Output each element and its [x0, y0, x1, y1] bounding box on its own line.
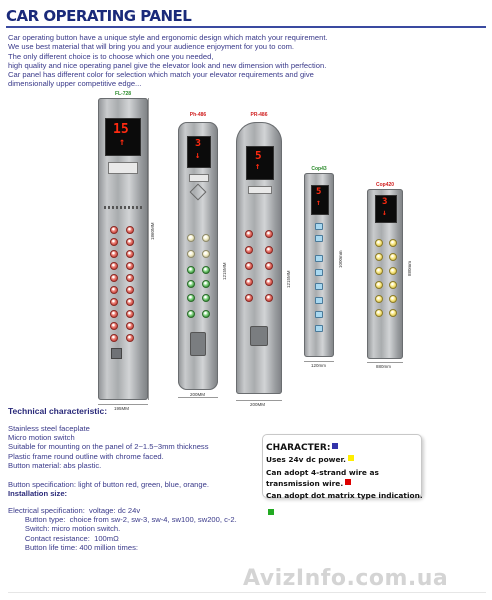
floor-button[interactable]	[375, 267, 383, 275]
floor-button[interactable]	[389, 239, 397, 247]
panel-model-label: FL-728	[114, 91, 132, 97]
intro-text	[8, 33, 348, 89]
red-square-icon	[345, 479, 351, 485]
floor-button[interactable]	[126, 298, 134, 306]
dimension-line	[148, 98, 149, 400]
panel-width-label: 200MM	[190, 392, 206, 397]
technical-heading: Technical characteristic:	[8, 406, 108, 416]
floor-button[interactable]	[202, 234, 210, 242]
floor-button[interactable]	[126, 322, 134, 330]
electrical-specification	[8, 506, 263, 552]
car-panel-pr486	[236, 122, 282, 394]
floor-button[interactable]	[265, 246, 273, 254]
floor-button[interactable]	[202, 294, 210, 302]
technical-list	[8, 424, 263, 470]
floor-button[interactable]	[245, 294, 253, 302]
floor-button[interactable]	[110, 322, 118, 330]
floor-button[interactable]	[126, 262, 134, 270]
floor-button[interactable]	[202, 280, 210, 288]
floor-button[interactable]	[202, 266, 210, 274]
floor-button[interactable]	[265, 262, 273, 270]
installation-heading: Installation size:	[8, 489, 68, 498]
button-grid	[304, 173, 334, 357]
floor-button[interactable]	[315, 297, 323, 304]
electrical-line: Electrical specification: voltage: dc 24v	[8, 506, 141, 515]
intro-line: dimensionally upper competitive edge...	[8, 79, 142, 89]
panel-model-label: Cop420	[375, 182, 395, 188]
floor-button[interactable]	[187, 266, 195, 274]
floor-button[interactable]	[375, 295, 383, 303]
panel-height-label: 1215MM	[222, 262, 227, 280]
page-title: CAR OPERATING PANEL	[6, 7, 192, 25]
car-panel-cop420	[367, 189, 403, 359]
arrow-up-icon: ↑	[255, 162, 261, 172]
floor-button[interactable]	[389, 309, 397, 317]
floor-button[interactable]	[375, 281, 383, 289]
floor-button[interactable]	[375, 309, 383, 317]
phone-slot-icon	[190, 332, 206, 356]
character-line: transmission wire.	[266, 479, 344, 488]
floor-button[interactable]	[187, 234, 195, 242]
floor-button[interactable]	[187, 294, 195, 302]
car-panel-ph486	[178, 122, 218, 390]
floor-button[interactable]	[315, 255, 323, 262]
electrical-line: Contact resistance: 100mΩ	[8, 533, 119, 543]
panel-width-label: 120mm	[311, 363, 327, 368]
dimension-line	[304, 361, 334, 362]
technical-line: Stainless steel faceplate	[8, 424, 90, 433]
floor-button[interactable]	[315, 235, 323, 242]
floor-button[interactable]	[265, 230, 273, 238]
technical-line: Button material: abs plastic.	[8, 460, 102, 470]
arrow-down-icon: ↓	[382, 208, 387, 217]
floor-button[interactable]	[187, 280, 195, 288]
floor-button[interactable]	[110, 262, 118, 270]
floor-button[interactable]	[110, 274, 118, 282]
floor-button[interactable]	[389, 253, 397, 261]
floor-button[interactable]	[315, 283, 323, 290]
yellow-square-icon	[348, 455, 354, 461]
floor-button[interactable]	[389, 295, 397, 303]
blue-square-icon	[332, 443, 338, 449]
intro-line: Car panel has different color for selection which match your elevator requirements and give	[8, 70, 314, 80]
floor-button[interactable]	[110, 250, 118, 258]
floor-button[interactable]	[126, 310, 134, 318]
technical-line: Micro motion switch	[8, 433, 75, 443]
arrow-down-icon: ↓	[195, 151, 201, 161]
character-row	[266, 485, 423, 521]
floor-button[interactable]	[187, 250, 195, 258]
character-line: Can adopt dot matrix type indication.	[266, 491, 423, 500]
floor-number: 3	[195, 138, 202, 149]
floor-button[interactable]	[245, 262, 253, 270]
intro-line: Car operating button have a unique style and ergonomic design which match your requirement.	[8, 33, 328, 42]
electrical-line: Button life time: 400 million times:	[8, 542, 138, 552]
panel-model-label: PR-486	[250, 112, 268, 118]
panel-height-label: 880mm	[407, 260, 412, 276]
floor-button[interactable]	[389, 281, 397, 289]
title-underline	[6, 26, 486, 28]
panel-height-label: 1860MM	[150, 222, 155, 240]
floor-button[interactable]	[110, 334, 118, 342]
button-grid	[367, 189, 403, 359]
floor-button[interactable]	[375, 253, 383, 261]
car-panel-cop43	[304, 173, 334, 357]
panel-height-label: 1000mm	[338, 250, 343, 268]
floor-button[interactable]	[389, 267, 397, 275]
technical-line: Suitable for mounting on the panel of 2~1.5~3mm thickness	[8, 442, 209, 452]
watermark: AvizInfo.com.ua	[243, 566, 449, 591]
intro-line: We use best material that will bring you and your audience enjoyment for you to com.	[8, 42, 295, 52]
panel-model-label: Cop43	[311, 166, 327, 172]
car-panel-fl728	[98, 98, 148, 400]
floor-button[interactable]	[110, 226, 118, 234]
green-square-icon	[268, 509, 274, 515]
character-line: Can adopt 4-strand wire as	[266, 468, 379, 477]
button-grid	[98, 98, 148, 400]
floor-button[interactable]	[375, 239, 383, 247]
panel-width-label: 195MM	[114, 406, 130, 411]
floor-button[interactable]	[126, 274, 134, 282]
dimension-line	[367, 362, 403, 363]
panel-width-label: 880mm	[376, 364, 392, 369]
floor-button[interactable]	[126, 226, 134, 234]
watermark-divider	[8, 592, 486, 593]
panel-model-label: Ph-486	[189, 112, 207, 118]
arrow-up-icon: ↑	[119, 137, 126, 148]
floor-button[interactable]	[126, 250, 134, 258]
dimension-line	[236, 400, 282, 401]
floor-button[interactable]	[110, 238, 118, 246]
intro-line: high quality and nice operating panel give the elevator look and new dimension with perfection.	[8, 60, 327, 70]
floor-button[interactable]	[245, 246, 253, 254]
button-specification: Button specification: light of button red, green, blue, orange.	[8, 480, 209, 489]
floor-button[interactable]	[315, 311, 323, 318]
electrical-line: Switch: micro motion switch.	[8, 524, 121, 534]
floor-button[interactable]	[265, 294, 273, 302]
floor-button[interactable]	[110, 310, 118, 318]
floor-button[interactable]	[265, 278, 273, 286]
floor-button[interactable]	[245, 230, 253, 238]
floor-button[interactable]	[126, 334, 134, 342]
dimension-line	[178, 397, 218, 398]
character-box	[262, 434, 422, 498]
phone-slot-icon	[250, 326, 268, 346]
floor-button[interactable]	[126, 238, 134, 246]
floor-button[interactable]	[315, 325, 323, 332]
button-grid	[236, 122, 282, 394]
floor-number: 15	[113, 122, 129, 137]
floor-button[interactable]	[126, 286, 134, 294]
character-title: CHARACTER:	[266, 443, 331, 453]
floor-button[interactable]	[202, 310, 210, 318]
panel-width-label: 200MM	[250, 402, 266, 407]
electrical-line: Button type: choice from sw-2, sw-3, sw-4, sw100, sw200, c-2.	[8, 515, 237, 525]
dimension-line	[98, 404, 148, 405]
panel-height-label: 1215MM	[286, 270, 291, 288]
technical-line: Plastic frame round outline with chrome faced.	[8, 451, 164, 461]
floor-number: 5	[255, 149, 262, 162]
intro-line: The only different choice is to choose which one you needed,	[8, 51, 214, 61]
floor-button[interactable]	[245, 278, 253, 286]
floor-button[interactable]	[315, 269, 323, 276]
floor-button[interactable]	[315, 223, 323, 230]
floor-number: 5	[316, 187, 322, 197]
floor-button[interactable]	[110, 298, 118, 306]
arrow-up-icon: ↑	[316, 198, 321, 207]
floor-button[interactable]	[202, 250, 210, 258]
floor-button[interactable]	[110, 286, 118, 294]
floor-button[interactable]	[187, 310, 195, 318]
floor-number: 3	[382, 197, 388, 207]
character-line: Uses 24v dc power.	[266, 455, 346, 464]
key-switch-icon	[111, 348, 122, 359]
